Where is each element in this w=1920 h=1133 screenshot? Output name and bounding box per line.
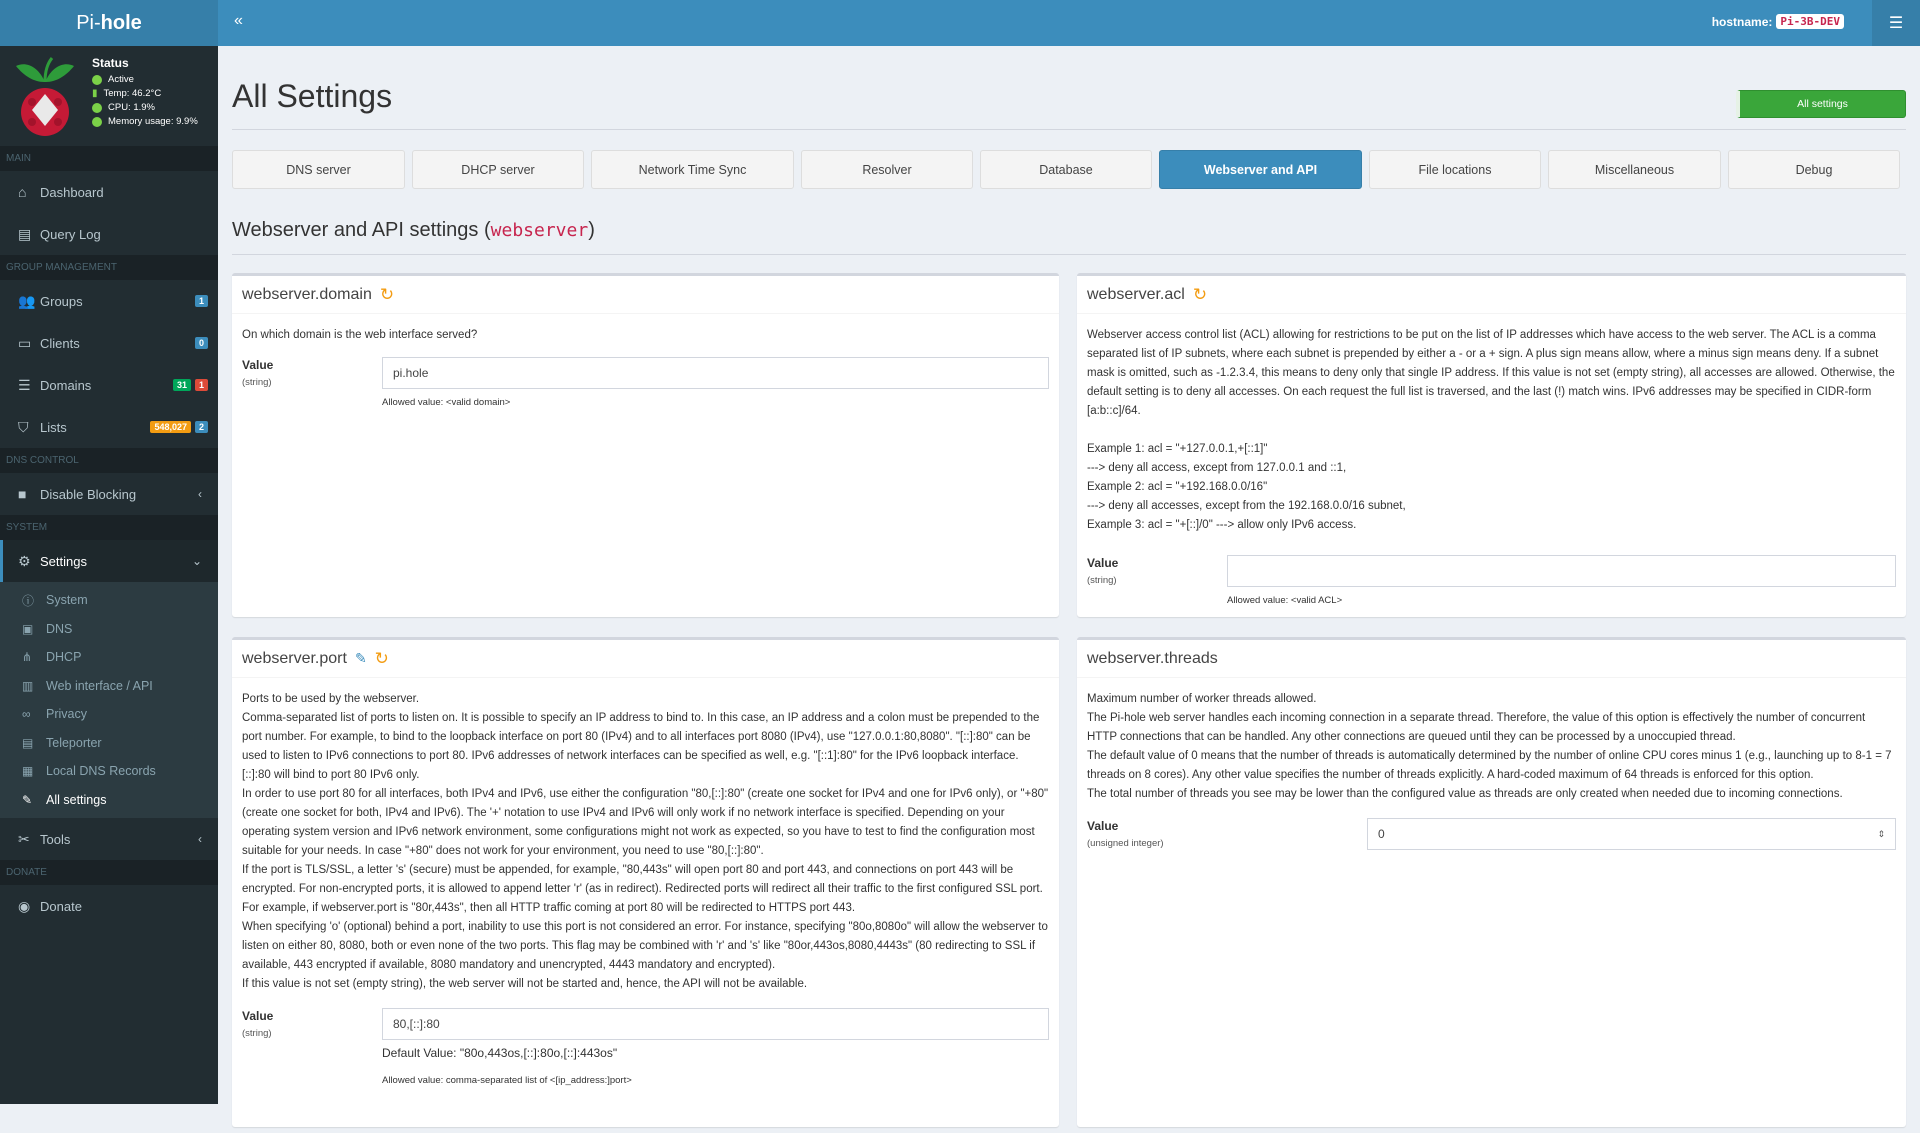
section-divider — [232, 254, 1906, 255]
pihole-logo-icon — [10, 54, 80, 138]
section-group-management: GROUP MANAGEMENT — [0, 255, 218, 280]
webserver-acl-input[interactable] — [1227, 555, 1896, 587]
domains-deny-badge: 1 — [195, 379, 208, 391]
setting-description: Webserver access control list (ACL) allowing for restrictions to be put on the list of IP addresses which have access to the web server. The ACL is a comma separated list of IP subnets, where each subnet is prepended by either a - or a + sign. A plus sign means allow, where a minus sign means deny. If a subnet mask is omitted, such as -1.2.3.4, this means to deny only that single IP address. If this value is not set (empty string), all accesses are allowed. Otherwise, the default setting is to deny all accesses. On each request the full list is traversed, and the last (!) match wins. IPv6 addresses may be specified in CIDR-form [a:b::c]/64. — [1087, 329, 1895, 417]
setting-description: If the port is TLS/SSL, a letter 's' (secure) must be appended, for example, "80,443s" will open port 80 and port 443, and connections on port 443 will be encrypted. For non-encrypted ports, it is allowed to append letter 'r' (as in redirect). Redirected ports will redirect all their traffic to the first configured SSL port. For example, if webserver.port is "80r,443s", then all HTTP traffic coming at port 80 will be redirected to HTTPS port 443. — [242, 864, 1043, 914]
tab-webserver-and-api[interactable]: Webserver and API — [1159, 150, 1362, 189]
sidebar-label: Query Log — [40, 226, 101, 242]
value-type: (string) — [1087, 575, 1117, 586]
spinner-icon[interactable]: ⇕ — [1877, 828, 1885, 839]
section-title-code: webserver — [490, 220, 589, 241]
refresh-icon: ↻ — [374, 648, 389, 668]
sidebar-label: Tools — [40, 831, 71, 847]
sidebar-label: Lists — [40, 419, 67, 435]
setting-example: Example 1: acl = "+127.0.0.1,+[::1]" — [1087, 443, 1268, 455]
default-value-hint: Default Value: "80o,443os,[::]:80o,[::]:443os" — [382, 1046, 618, 1060]
stop-icon: ■ — [18, 486, 27, 502]
lists-domains-badge: 548,027 — [150, 421, 191, 433]
value-type: (string) — [242, 377, 272, 388]
status-cpu: CPU: 1.9% — [108, 102, 155, 113]
tab-miscellaneous[interactable]: Miscellaneous — [1548, 150, 1721, 189]
setting-description: Maximum number of worker threads allowed. — [1087, 693, 1317, 705]
lists-count-badge: 2 — [195, 421, 208, 433]
setting-description: On which domain is the web interface served? — [242, 329, 478, 341]
logo[interactable] — [0, 0, 218, 46]
domains-allow-badge: 31 — [173, 379, 191, 391]
submenu-dns[interactable] — [0, 615, 218, 644]
submenu-all-settings[interactable] — [0, 786, 218, 815]
value-label: Value — [1087, 556, 1119, 570]
tab-dhcp-server[interactable]: DHCP server — [412, 150, 584, 189]
status-panel — [0, 46, 218, 146]
edit-icon: ✎ — [22, 792, 33, 807]
hostname-label: hostname: — [1711, 14, 1773, 29]
allowed-value-hint: Allowed value: <valid ACL> — [1227, 595, 1343, 606]
tools-icon: ✂ — [18, 830, 30, 847]
active-dot-icon — [92, 75, 102, 85]
setting-box-webserver-acl — [1077, 273, 1906, 617]
value-type: (unsigned integer) — [1087, 838, 1164, 849]
refresh-icon: ↻ — [1192, 284, 1208, 304]
main-content — [232, 46, 1906, 1133]
home-icon: ⌂ — [18, 184, 27, 200]
section-title — [232, 219, 1906, 242]
value-type: (string) — [242, 1028, 272, 1039]
allowed-value-hint: Allowed value: comma-separated list of <[ip_address:]port> — [382, 1075, 632, 1086]
hostname-value: Pi-3B-DEV — [1776, 14, 1844, 29]
threads-value: 0 — [1378, 826, 1385, 841]
list-icon: ☰ — [18, 376, 31, 393]
setting-example: Example 2: acl = "+192.168.0.0/16" — [1087, 481, 1268, 493]
setting-title: webserver.acl — [1087, 285, 1185, 303]
sidebar-label: Dashboard — [40, 184, 104, 200]
all-settings-toggle-button[interactable]: All settings — [1736, 90, 1906, 118]
sidebar — [0, 0, 218, 1104]
sidebar-item-dashboard[interactable] — [0, 171, 218, 213]
allowed-value-hint: Allowed value: <valid domain> — [382, 397, 511, 408]
shield-icon: ⛉ — [18, 418, 29, 435]
setting-description: The total number of threads you see may be lower than the configured value as threads are only created when needed due to incoming connections. — [1087, 788, 1843, 800]
sidebar-label: Clients — [40, 335, 80, 351]
setting-description: Ports to be used by the webserver. — [242, 693, 420, 705]
submenu-teleporter[interactable] — [0, 729, 218, 758]
sidebar-label: Domains — [40, 377, 92, 393]
sidebar-label: Disable Blocking — [40, 486, 137, 502]
submenu-label: All settings — [46, 792, 107, 807]
chevron-left-icon: ‹ — [198, 832, 202, 846]
address-book-icon: ▦ — [22, 764, 34, 779]
setting-example: ---> deny all access, except from 127.0.0.1 and ::1, — [1087, 462, 1347, 474]
tab-database[interactable]: Database — [980, 150, 1152, 189]
sidebar-item-domains[interactable] — [0, 364, 218, 406]
logo-text-bold: hole — [100, 11, 142, 34]
setting-title: webserver.threads — [1087, 649, 1218, 667]
sidebar-item-clients[interactable] — [0, 322, 218, 364]
setting-example: Example 3: acl = "+[::]/0" ---> allow only IPv6 access. — [1087, 519, 1357, 531]
status-temp: Temp: 46.2°C — [103, 88, 162, 99]
sidebar-label: Groups — [40, 293, 83, 309]
setting-description: When specifying 'o' (optional) behind a port, inability to use this port is not considered an error. For instance, specifying "80o,8080o" will allow the webserver to listen on either 80, 8080, both or even none of the two ports. This flag may be combined with 'r' and 's' like "80or,443os,8080,4443s" (80 redirecting to SSL if available, 443 encrypted if available, 8080 mandatory and unencrypted, 4443 mandatory and encrypted). — [242, 921, 1048, 971]
collapse-sidebar-icon[interactable]: « — [234, 12, 243, 29]
sidebar-item-settings[interactable] — [0, 540, 218, 582]
sitemap-icon: ⋔ — [22, 650, 33, 665]
setting-description: The default value of 0 means that the number of threads is automatically determined by the number of online CPU cores minus 1 (e.g., launching up to 8-1 = 7 threads on 8 cores). Any other value specifies the number of threads explicitly. A hard-coded maximum of 64 threads is enforced for this option. — [1087, 750, 1892, 781]
sidebar-item-query-log[interactable] — [0, 213, 218, 255]
setting-description: If this value is not set (empty string), the web server will not be started and, hence, the API will not be available. — [242, 978, 808, 990]
setting-description: Comma-separated list of ports to listen on. It is possible to specify an IP address to bind to. In this case, an IP address and a colon must be prepended to the port number. For example, to bind to the loopback interface on port 80 (IPv4) and to all interfaces port 8080 (IPv4), use "127.0.0.1:80,8080". "[::]:80" can be used to listen to IPv6 connections to port 80. IPv6 addresses of network interfaces can be specified as well, e.g. "[::1]:80" for the IPv6 loopback interface. [::]:80 will bind to port 80 IPv6 only. — [242, 712, 1040, 781]
settings-submenu — [0, 582, 218, 818]
info-icon: ⓘ — [22, 593, 35, 608]
tab-resolver[interactable]: Resolver — [801, 150, 973, 189]
submenu-label: Web interface / API — [46, 678, 153, 693]
status-title: Status — [92, 56, 129, 70]
menu-icon[interactable]: ☰ — [1872, 0, 1920, 46]
window-icon: ▥ — [22, 678, 34, 693]
section-system: SYSTEM — [0, 515, 218, 540]
sidebar-item-disable-blocking[interactable] — [0, 473, 218, 515]
file-export-icon: ▤ — [22, 735, 34, 750]
setting-title: webserver.domain — [242, 285, 372, 303]
hostname-display — [1712, 14, 1844, 29]
setting-description: The Pi-hole web server handles each incoming connection in a separate thread. Therefore, the value of this option is effectively the number of concurrent HTTP connections that can be handled. Any other connections are queued until they can be processed by a unoccupied thread. — [1087, 712, 1866, 743]
submenu-label: Local DNS Records — [46, 764, 156, 779]
book-icon: ▣ — [22, 621, 34, 636]
webserver-domain-input[interactable]: pi.hole — [382, 357, 1049, 389]
title-divider — [232, 129, 1906, 130]
section-title-prefix: Webserver and API settings ( — [232, 219, 491, 241]
sidebar-item-donate[interactable] — [0, 885, 218, 927]
sidebar-label: Donate — [40, 898, 82, 914]
section-dns-control: DNS CONTROL — [0, 448, 218, 473]
memory-dot-icon — [92, 117, 102, 127]
groups-count-badge: 1 — [195, 295, 208, 307]
submenu-label: DNS — [46, 621, 73, 636]
sidebar-label: Settings — [40, 553, 87, 569]
tab-network-time-sync[interactable]: Network Time Sync — [591, 150, 794, 189]
submenu-dhcp[interactable] — [0, 643, 218, 672]
section-title-suffix: ) — [588, 219, 595, 241]
submenu-local-dns-records[interactable] — [0, 757, 218, 786]
tab-debug[interactable]: Debug — [1728, 150, 1900, 189]
value-label: Value — [1087, 819, 1119, 833]
setting-box-webserver-domain — [232, 273, 1059, 617]
tab-dns-server[interactable]: DNS server — [232, 150, 405, 189]
setting-box-webserver-port — [232, 637, 1059, 1127]
edit-icon: ✎ — [354, 650, 367, 666]
top-navbar — [218, 0, 1920, 46]
settings-tabs — [232, 150, 1906, 189]
section-main: MAIN — [0, 146, 218, 171]
value-label: Value — [242, 358, 274, 372]
file-icon: ▤ — [18, 225, 32, 242]
refresh-icon: ↻ — [379, 284, 395, 304]
submenu-label: DHCP — [46, 650, 82, 665]
donate-icon: ◉ — [18, 897, 31, 914]
binoculars-icon: ∞ — [22, 707, 31, 722]
setting-example: ---> deny all accesses, except from the 192.168.0.0/16 subnet, — [1087, 500, 1406, 512]
clients-count-badge: 0 — [195, 337, 208, 349]
chevron-down-icon: ⌄ — [191, 554, 202, 568]
chevron-left-icon: ‹ — [198, 487, 202, 501]
cogs-icon: ⚙ — [18, 552, 31, 569]
submenu-label: System — [46, 593, 88, 608]
webserver-port-input[interactable]: 80,[::]:80 — [382, 1008, 1049, 1040]
webserver-threads-input[interactable] — [1367, 818, 1896, 850]
submenu-label: Teleporter — [46, 735, 102, 750]
status-active: Active — [108, 74, 134, 85]
setting-description: In order to use port 80 for all interfaces, both IPv4 and IPv6, use either the configuration "80,[::]:80" (create one socket for IPv4 and one for IPv6 only), or "+80" (create one socket for both, IPv4 and IPv6). The '+' notation to use IPv4 and IPv6 will only work if no network interface is specified. Depending on your operating system version and IPv6 network environment, some configurations might not work as expected, so you have to test to find the configuration most suitable for your needs. In case "+80" does not work for your environment, you need to use "80,[::]:80". — [242, 788, 1049, 857]
thermometer-icon: ▮ — [92, 88, 98, 99]
submenu-web-interface[interactable] — [0, 672, 218, 701]
status-memory: Memory usage: 9.9% — [108, 116, 198, 127]
section-donate: DONATE — [0, 860, 218, 885]
laptop-icon: ▭ — [18, 334, 32, 351]
submenu-privacy[interactable] — [0, 700, 218, 729]
setting-box-webserver-threads — [1077, 637, 1906, 1127]
submenu-label: Privacy — [46, 707, 87, 722]
setting-title: webserver.port — [242, 649, 347, 667]
users-icon: 👥 — [18, 292, 36, 309]
logo-text-pre: Pi- — [76, 11, 101, 34]
cpu-dot-icon — [92, 103, 102, 113]
sidebar-item-tools[interactable] — [0, 818, 218, 860]
sidebar-item-lists[interactable] — [0, 406, 218, 448]
submenu-system[interactable] — [0, 586, 218, 615]
tab-file-locations[interactable]: File locations — [1369, 150, 1541, 189]
value-label: Value — [242, 1009, 274, 1023]
setting-description-spacer — [1087, 421, 1896, 440]
page-title: All Settings — [232, 78, 393, 114]
sidebar-item-groups[interactable] — [0, 280, 218, 322]
